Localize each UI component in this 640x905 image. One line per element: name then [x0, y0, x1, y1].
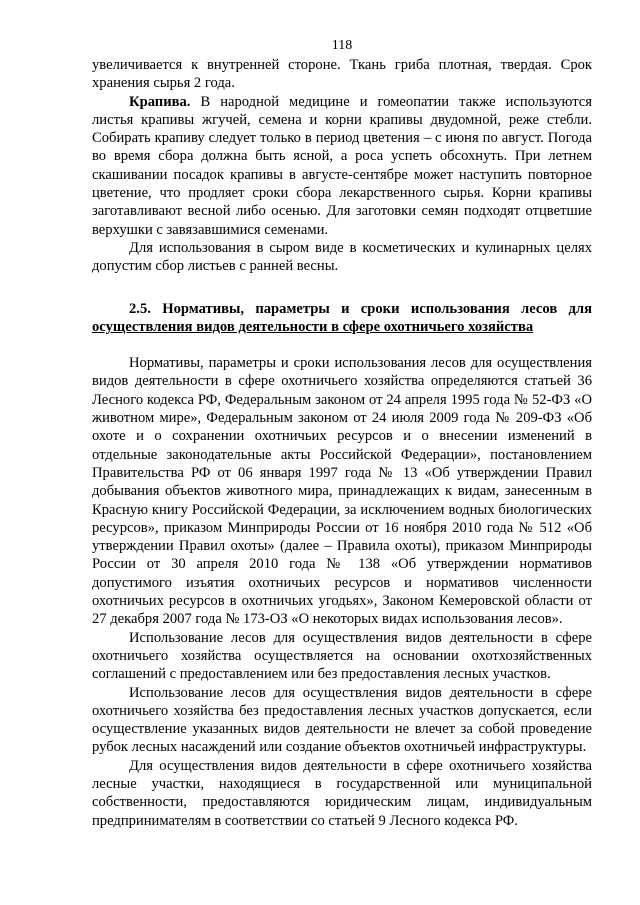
document-page	[92, 38, 592, 830]
section-heading-line-1: 2.5. Нормативы, параметры и сроки использования лесов для	[129, 300, 592, 317]
paragraph-raw-use: Для использования в сыром виде в косметических и кулинарных целях допустим сбор листьев с ранней весны.	[92, 239, 592, 275]
section-heading	[92, 300, 592, 337]
paragraph-without-plots: Использование лесов для осуществления видов деятельности в сфере охотничьего хозяйства без предоставления лесных участков допускается, если осуществление указанных видов деятельности не влечет за собой проведение рубок лесных насаждений или создание объектов охотничьей инфраструктуры.	[92, 684, 592, 756]
paragraph-body: В народной медицине и гомеопатии также используются листья крапивы жгучей, семена и корни крапивы двудомной, реже стебли. Собирать крапиву следует только в период цветения – с июня по август. Погода во время сбора должна быть ясной, а роса успеть обсохнуть. При летнем скашивании посадок крапивы в августе-сентябре может наступить повторное цветение, что продляет сроки сбора лекарственного сырья. Корни крапивы заготавливают весной либо осенью. Для заготовки семян подходят отцветшие верхушки с завязавшимися семенами.	[92, 93, 592, 238]
page-number: 118	[331, 38, 353, 53]
paragraph-plots-provision: Для осуществления видов деятельности в сфере охотничьего хозяйства лесные участки, находящиеся в государственной или муниципальной собственности, предоставляются юридическим лицам, индивидуальным предпринимателям в соответствии со статьей 9 Лесного кодекса РФ.	[92, 757, 592, 829]
paragraph-nettle	[92, 93, 592, 239]
spacer	[92, 276, 592, 284]
section-heading-line-2: осуществления видов деятельности в сфере охотничьего хозяйства	[92, 318, 534, 335]
paragraph-agreements: Использование лесов для осуществления видов деятельности в сфере охотничьего хозяйства осуществляется на основании охотхозяйственных соглашений с предоставлением или без предоставления лесных участков.	[92, 629, 592, 683]
paragraph-norms: Нормативы, параметры и сроки использования лесов для осуществления видов деятельности в сфере охотничьего хозяйства определяются статьей 36 Лесного кодекса РФ, Федеральным законом от 24 апреля 1995 года № 52-ФЗ «О животном мире», Федеральным законом от 24 июля 2009 года № 209-ФЗ «Об охоте и о сохранении охотничьих ресурсов и о внесении изменений в отдельные законодательные акты Российской Федерации», постановлением Правительства РФ от 06 января 1997 года № 13 «Об утверждении Правил добывания объектов животного мира, принадлежащих к видам, занесенным в Красную книгу Российской Федерации, за исключением водных биологических ресурсов», приказом Минприроды России от 16 ноября 2010 года № 512 «Об утверждении Правил охоты» (далее – Правила охоты), приказом Минприроды России от 30 апреля 2010 года № 138 «Об утверждении нормативов допустимого изъятия охотничьих ресурсов и нормативов численности охотничьих ресурсов в охотничьих угодьях», Законом Кемеровской области от 27 декабря 2007 года № 173-ОЗ «О некоторых видах использования лесов».	[92, 355, 592, 628]
paragraph-continuation: увеличивается к внутренней стороне. Ткань гриба плотная, твердая. Срок хранения сырья 2 года.	[92, 57, 592, 92]
paragraph-lead-term: Крапива.	[129, 93, 191, 110]
